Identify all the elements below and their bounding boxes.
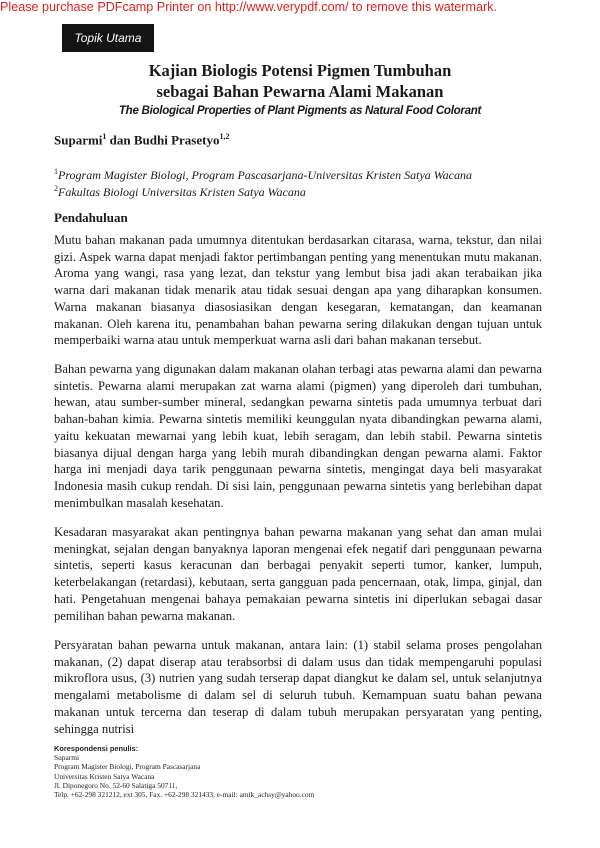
correspondence-line: Universitas Kristen Satya Wacana <box>54 771 155 781</box>
correspondence-line: Program Magister Biologi, Program Pascasarjana <box>54 762 201 772</box>
author-2-affil-mark: 1,2 <box>219 132 230 141</box>
correspondence-label: Korespondensi penulis: <box>54 744 139 753</box>
watermark-text: Please purchase PDFcamp Printer on http://www.verypdf.com/ to remove this watermark. <box>0 0 497 14</box>
correspondence-line: Telp. +62-298 321212, ext 305, Fax. +62-298 321433, e-mail: amik_achsy@yahoo.com <box>54 790 315 800</box>
paper-title <box>0 60 600 102</box>
title-line-2: sebagai Bahan Pewarna Alami Makanan <box>156 82 444 101</box>
affiliation-1 <box>54 167 472 183</box>
body-paragraph-1: Mutu bahan makanan pada umumnya ditentukan berdasarkan citarasa, warna, tekstur, dan nilai gizi. Aspek warna dapat menjadi faktor pertimbangan penting yang menentukan mutu makanan. Aroma yang wangi, rasa yang lezat, dan tekstur yang lembut bisa jadi akan terabaikan jika warna dari makanan tidak menarik atau tidak sesuai dengan apa yang diharapkan konsumen. Warna makanan biasanya diasosiasikan dengan kesegaran, kematangan, dan keamanan makanan. Oleh karena itu, penambahan bahan pewarna sering dilakukan dengan tujuan untuk memperbaiki warna atau untuk memperkuat warna asli dari bahan makanan tersebut. <box>54 233 542 348</box>
author-1-name: Suparmi <box>54 132 103 148</box>
author-list <box>54 132 229 148</box>
correspondence-line: Jl. Diponegoro No. 52-60 Salatiga 50711, <box>54 780 178 790</box>
affiliation-1-text: Program Magister Biologi, Program Pascasarjana-Universitas Kristen Satya Wacana <box>58 168 472 182</box>
affiliation-2-text: Fakultas Biologi Universitas Kristen Satya Wacana <box>58 185 306 199</box>
affiliation-1-mark: 1 <box>54 167 58 176</box>
body-paragraph-2: Bahan pewarna yang digunakan dalam makanan olahan terbagi atas pewarna alami dan pewarna sintetis. Pewarna alami merupakan zat warna alami (pigmen) yang diperoleh dari tumbuhan, hewan, atau sumber-sumber mineral, sedangkan pewarna sintetis pada umumnya terbuat dari bahan-bahan kimia. Pewarna sintetis memiliki keunggulan nyata dibandingkan pewarna alami, yaitu kekuatan mewarnai yang lebih kuat, lebih seragam, dan lebih stabil. Pewarna sintetis biasanya dijual dengan harga yang lebih murah dibandingkan dengan pewarna alami. Faktor harga ini menjadi daya tarik penggunaan pewarna sintetis, mengingat daya beli masyarakat Indonesia masih cukup rendah. Di sisi lain, penggunaan pewarna sintetis yang berlebihan dapat menimbulkan masalah kesehatan. <box>54 362 542 510</box>
title-line-1: Kajian Biologis Potensi Pigmen Tumbuhan <box>148 61 452 80</box>
topic-label: Topik Utama <box>74 31 142 45</box>
body-paragraph-3: Kesadaran masyarakat akan pentingnya bahan pewarna makanan yang sehat dan aman mulai meningkat, sejalan dengan banyaknya laporan mengenai efek negatif dari penggunaan pewarna sintetis, seperti kasus keracunan dan berbagai penyakit seperti tumor, kanker, lumpuh, keterbelakangan (retardasi), kebutaan, serta gangguan pada pencernaan, otak, limpa, ginjal, dan hati. Pengetahuan mengenai bahaya pemakaian pewarna sintetis ini diperlukan sebagai dasar pemilihan bahan pewarna makanan. <box>54 525 542 623</box>
author-1-affil-mark: 1 <box>102 132 107 141</box>
author-2-name: Budhi Prasetyo <box>133 132 220 148</box>
correspondence-line: Suparmi <box>54 753 80 763</box>
english-subtitle: The Biological Properties of Plant Pigments as Natural Food Colorant <box>118 104 482 117</box>
affiliation-2-mark: 2 <box>54 184 58 193</box>
author-connector: dan <box>106 132 134 148</box>
correspondence-footer <box>54 744 314 799</box>
section-heading: Pendahuluan <box>54 210 128 225</box>
affiliation-2 <box>54 184 306 200</box>
topic-badge <box>62 24 154 52</box>
body-paragraph-4: Persyaratan bahan pewarna untuk makanan, antara lain: (1) stabil selama proses pengolahan makanan, (2) dapat diserap atau terabsorbsi di dalam usus dan tidak mempengaruhi populasi mikroflora usus, (3) nutrien yang sudah terserap dapat diangkut ke dalam sel, untuk selanjutnya mengalami metabolisme di dalam sel di seluruh tubuh. Kemampuan suatu bahan pewana makanan untuk tercerna dan teserap di dalam tubuh merupakan persyaratan yang penting, sehingga nutrisi <box>54 638 542 736</box>
